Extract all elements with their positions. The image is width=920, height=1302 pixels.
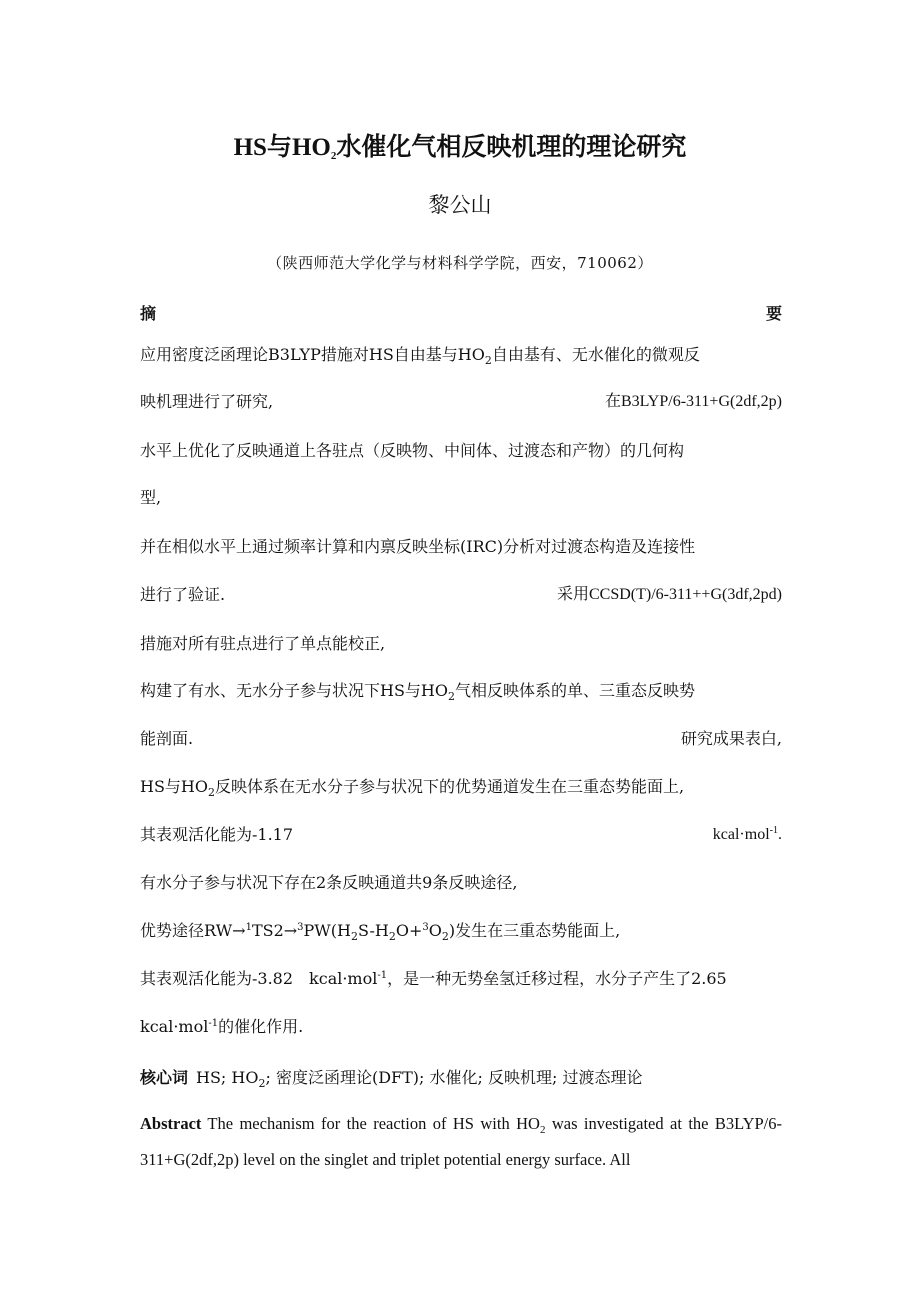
abstract-line-4: 型, xyxy=(140,488,162,507)
english-abstract-text: The mechanism for the reaction of HS with HO xyxy=(207,1114,540,1133)
title-prefix: HS与HO xyxy=(233,134,331,161)
abstract-line-2 xyxy=(140,390,782,414)
line-text-left: 其表观活化能为-1.17 xyxy=(140,825,294,844)
line-text-right: 在B3LYP/6-311+G(2df,2p) xyxy=(604,393,782,410)
line-text: 优势途径RW→ xyxy=(140,921,246,940)
line-text: O+ xyxy=(395,921,423,940)
paper-title xyxy=(0,130,920,166)
subscript: 2 xyxy=(484,354,492,367)
superscript: 3 xyxy=(297,922,304,933)
english-abstract xyxy=(140,1106,782,1178)
title-subscript: 2 xyxy=(330,150,337,162)
line-text-left: 进行了验证. xyxy=(140,585,226,604)
line-text-left: 映机理进行了研究, xyxy=(140,392,274,411)
line-text: 反映体系在无水分子参与状况下的优势通道发生在三重态势能面上, xyxy=(215,777,685,796)
unit-text: kcal·mol xyxy=(712,826,770,843)
line-text: ，是一种无势垒氢迁移过程，水分子产生了2.65 xyxy=(387,969,727,988)
title-suffix: 水催化气相反映机理的理论研究 xyxy=(336,134,687,161)
author-name: 黎公山 xyxy=(428,193,492,217)
line-text-right: 采用CCSD(T)/6-311++G(3df,2pd) xyxy=(557,586,782,603)
line-text: O xyxy=(428,921,442,940)
abstract-line-1 xyxy=(140,343,782,367)
superscript: 1 xyxy=(245,922,252,933)
line-text: 应用密度泛函理论B3LYP措施对HS自由基与HO xyxy=(140,345,485,364)
line-text: S-H xyxy=(357,921,389,940)
abstract-line-3: 水平上优化了反映通道上各驻点（反映物、中间体、过渡态和产物）的几何构 xyxy=(140,441,685,460)
abstract-line-14 xyxy=(140,967,782,991)
superscript: -1 xyxy=(208,1018,219,1029)
line-text: 其表观活化能为-3.82 kcal·mol xyxy=(140,969,378,988)
punctuation: . xyxy=(778,826,782,843)
keywords-text: HS; HO xyxy=(196,1068,259,1087)
abstract-line-13 xyxy=(140,919,782,943)
keywords-label: 核心词 xyxy=(140,1068,189,1087)
line-text: HS与HO xyxy=(140,777,208,796)
abstract-line-9 xyxy=(140,727,782,751)
keywords-text: ; 密度泛函理论(DFT); 水催化; 反映机理; 过渡态理论 xyxy=(265,1068,643,1087)
line-text: 气相反映体系的单、三重态反映势 xyxy=(455,681,696,700)
abstract-line-12: 有水分子参与状况下存在2条反映通道共9条反映途径, xyxy=(140,873,518,892)
line-text-right xyxy=(713,823,782,847)
subscript: 2 xyxy=(350,930,358,943)
line-text-left: 能剖面. xyxy=(140,729,194,748)
abstract-line-10 xyxy=(140,775,782,799)
english-abstract-label: Abstract xyxy=(140,1114,202,1133)
abstract-line-11 xyxy=(140,823,782,847)
abstract-line-15 xyxy=(140,1015,782,1039)
abstract-heading-right: 要 xyxy=(765,304,782,323)
subscript: 2 xyxy=(388,930,396,943)
superscript: 3 xyxy=(422,922,429,933)
line-text-right: 研究成果表白, xyxy=(680,729,782,748)
subscript: 2 xyxy=(258,1077,266,1090)
superscript: -1 xyxy=(377,970,388,981)
line-text: 自由基有、无水催化的微观反 xyxy=(491,345,700,364)
abstract-line-6 xyxy=(140,583,782,607)
abstract-line-5: 并在相似水平上通过频率计算和内禀反映坐标(IRC)分析对过渡态构造及连接性 xyxy=(140,537,696,556)
subscript: 2 xyxy=(539,1124,546,1136)
subscript: 2 xyxy=(448,690,455,703)
superscript: -1 xyxy=(769,825,778,836)
line-text: TS2→ xyxy=(251,921,298,940)
line-text: )发生在三重态势能面上, xyxy=(448,921,621,940)
abstract-heading xyxy=(140,302,782,326)
affiliation: （陕西师范大学化学与材料科学学院，西安，710062） xyxy=(267,254,653,272)
subscript: 2 xyxy=(441,930,449,943)
line-text: 构建了有水、无水分子参与状况下HS与HO xyxy=(140,681,448,700)
abstract-line-8 xyxy=(140,679,782,703)
english-abstract-text: was investigated at the B3LYP/6-311+G(2df,2p) level on the singlet and triplet potential energy surface. All xyxy=(140,1114,782,1169)
subscript: 2 xyxy=(208,786,215,799)
line-text: kcal·mol xyxy=(140,1017,209,1036)
line-text: 的催化作用. xyxy=(218,1017,304,1036)
line-text: PW(H xyxy=(303,921,351,940)
keywords-line xyxy=(140,1066,782,1090)
abstract-heading-left: 摘 xyxy=(140,304,157,323)
abstract-line-7: 措施对所有驻点进行了单点能校正, xyxy=(140,634,386,653)
